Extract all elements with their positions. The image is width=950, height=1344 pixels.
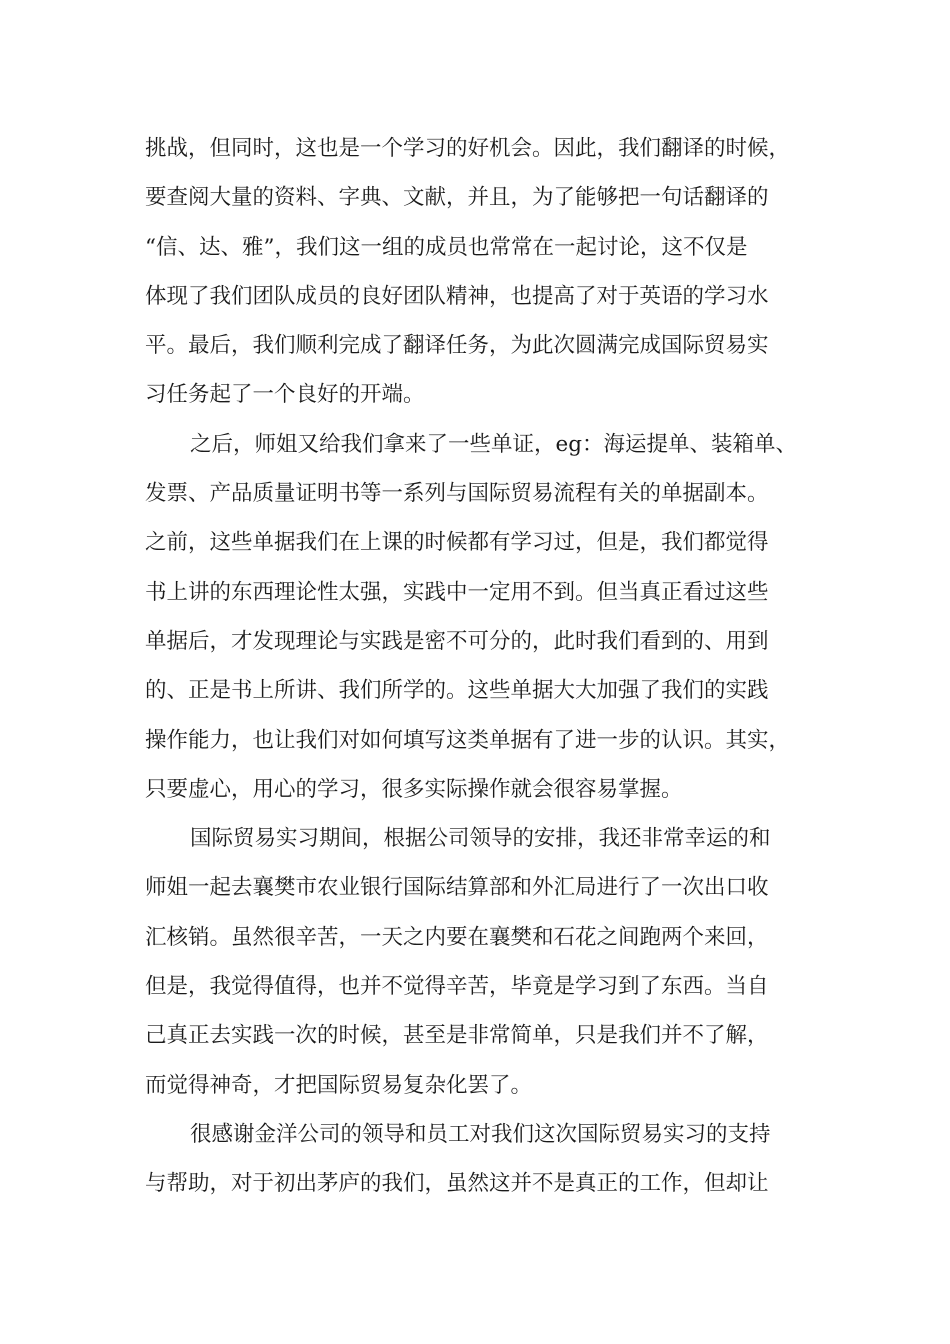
text-line: 但是，我觉得值得，也并不觉得辛苦，毕竟是学习到了东西。当自 bbox=[145, 974, 769, 1000]
paragraph bbox=[145, 420, 825, 814]
text-line: 之后，师姐又给我们拿来了一些单证，eg：海运提单、装箱单、 bbox=[190, 431, 797, 457]
paragraph bbox=[145, 1110, 825, 1209]
text-line: 只要虚心，用心的学习，很多实际操作就会很容易掌握。 bbox=[145, 776, 683, 802]
text-line: 之前，这些单据我们在上课的时候都有学习过，但是，我们都觉得 bbox=[145, 530, 769, 556]
paragraph bbox=[145, 124, 825, 420]
text-line: 挑战，但同时，这也是一个学习的好机会。因此，我们翻译的时候， bbox=[145, 136, 791, 161]
text-line: 师姐一起去襄樊市农业银行国际结算部和外汇局进行了一次出口收 bbox=[145, 875, 769, 901]
text-line: 很感谢金洋公司的领导和员工对我们这次国际贸易实习的支持 bbox=[190, 1121, 771, 1147]
text-line: 汇核销。虽然很辛苦，一天之内要在襄樊和石花之间跑两个来回， bbox=[145, 924, 769, 950]
text-line: 习任务起了一个良好的开端。 bbox=[145, 382, 425, 408]
text-line: 体现了我们团队成员的良好团队精神，也提高了对于英语的学习水 bbox=[145, 283, 769, 309]
paragraph bbox=[145, 814, 825, 1110]
text-line: 的、正是书上所讲、我们所学的。这些单据大大加强了我们的实践 bbox=[145, 678, 769, 704]
text-line: 要查阅大量的资料、字典、文献，并且，为了能够把一句话翻译的 bbox=[145, 185, 769, 211]
text-line: 单据后，才发现理论与实践是密不可分的，此时我们看到的、用到 bbox=[145, 628, 769, 654]
text-line: 操作能力，也让我们对如何填写这类单据有了进一步的认识。其实， bbox=[145, 727, 791, 753]
document-body bbox=[145, 124, 825, 1209]
text-line: 而觉得神奇，才把国际贸易复杂化罢了。 bbox=[145, 1072, 533, 1098]
text-line: 国际贸易实习期间，根据公司领导的安排，我还非常幸运的和 bbox=[190, 826, 771, 852]
text-line: 书上讲的东西理论性太强，实践中一定用不到。但当真正看过这些 bbox=[145, 579, 769, 605]
text-line: 己真正去实践一次的时候，甚至是非常简单，只是我们并不了解， bbox=[145, 1023, 769, 1049]
text-line: 与帮助，对于初出茅庐的我们，虽然这并不是真正的工作，但却让 bbox=[145, 1171, 769, 1197]
text-line: 平。最后，我们顺利完成了翻译任务，为此次圆满完成国际贸易实 bbox=[145, 333, 769, 359]
text-line: “信、达、雅”，我们这一组的成员也常常在一起讨论，这不仅是 bbox=[145, 234, 748, 260]
text-line: 发票、产品质量证明书等一系列与国际贸易流程有关的单据副本。 bbox=[145, 481, 769, 507]
